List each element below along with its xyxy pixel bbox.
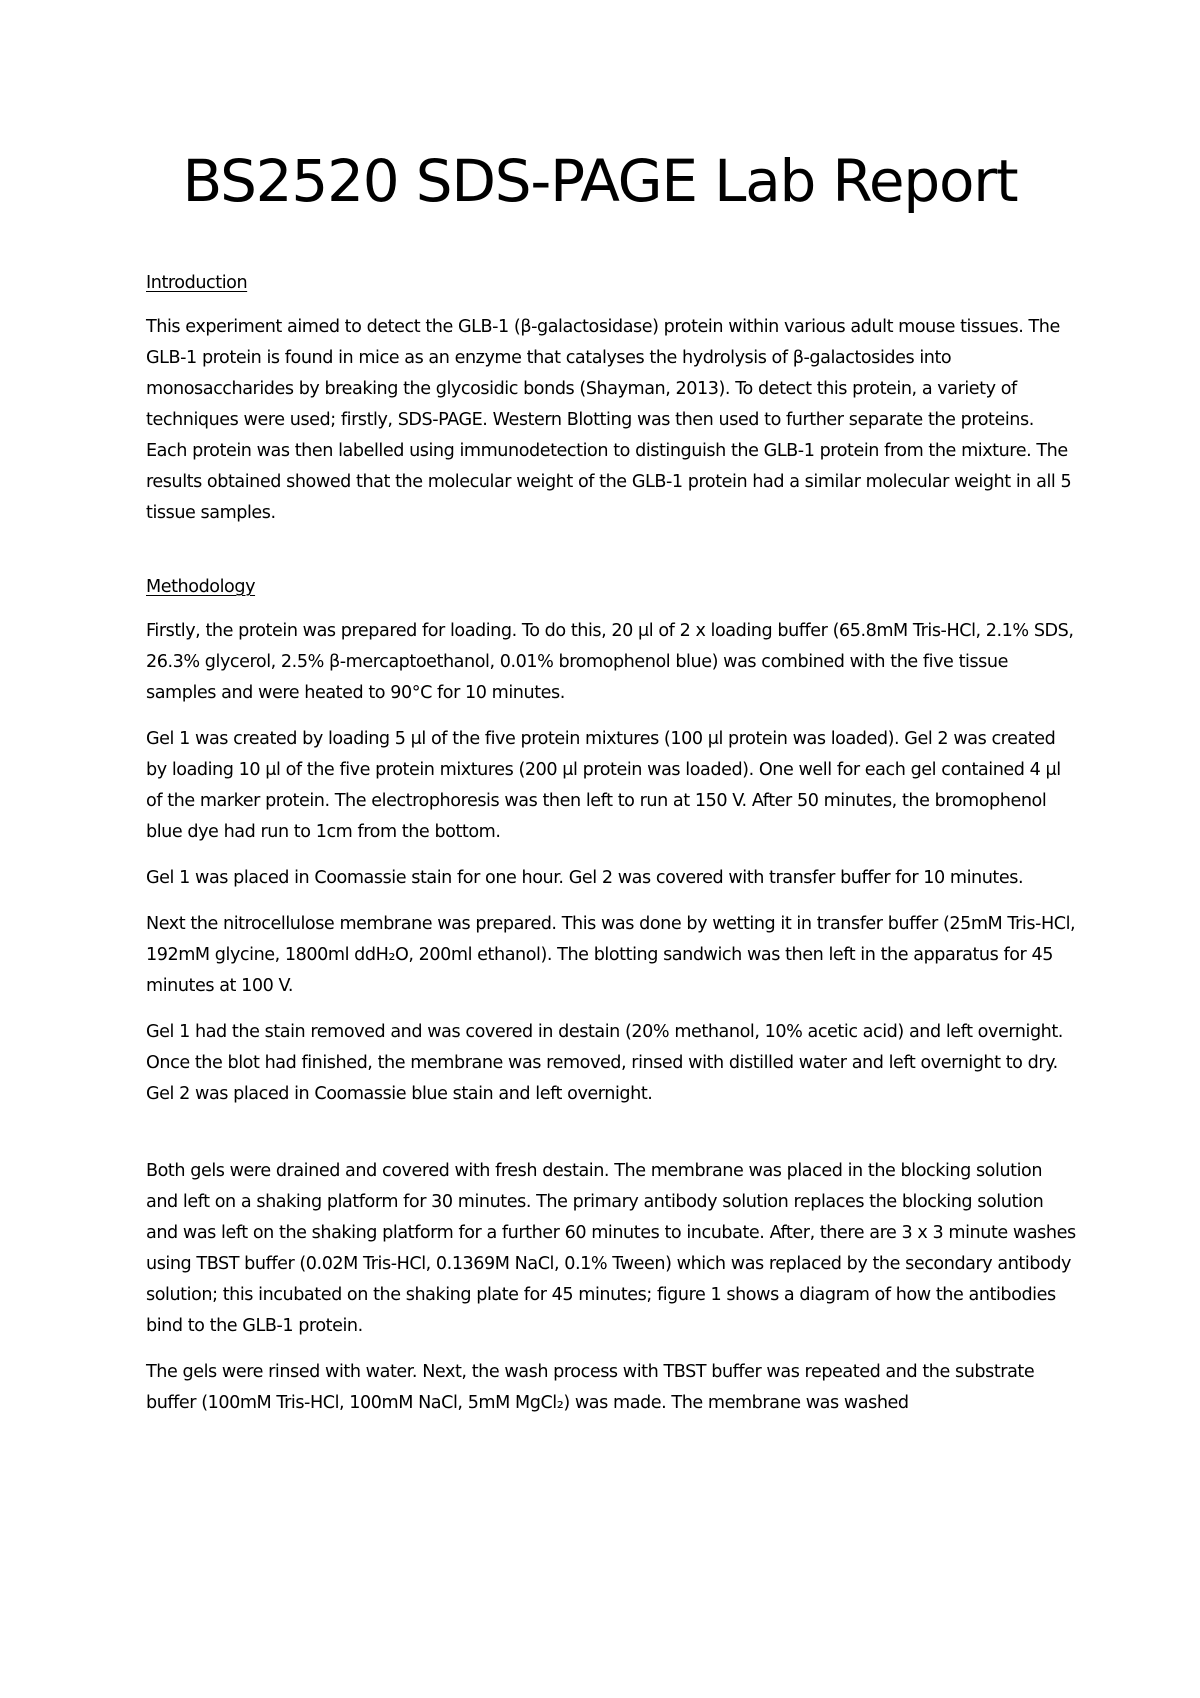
introduction-paragraph: This experiment aimed to detect the GLB-1 (β-galactosidase) protein within various adult mouse tissues. The GLB-1 protein is found in mice as an enzyme that catalyses the hydrolysis of β-galactosides into monosaccharides by breaking the glycosidic bonds (Shayman, 2013). To detect this protein, a variety of techniques were used; firstly, SDS-PAGE. Western Blotting was then used to further separate the proteins. Each protein was then labelled using immunodetection to distinguish the GLB-1 protein from the mixture. The results obtained showed that the molecular weight of the GLB-1 protein had a similar molecular weight in all 5 tissue samples. — [146, 317, 1072, 523]
methodology-paragraph-2: Gel 1 was created by loading 5 μl of the five protein mixtures (100 μl protein was loaded). Gel 2 was created by loading 10 μl of the five protein mixtures (200 μl protein was loaded). One well for each gel contained 4 μl of the marker protein. The electrophoresis was then left to run at 150 V. After 50 minutes, the bromophenol blue dye had run to 1cm from the bottom. — [146, 729, 1061, 842]
methodology-heading: Methodology — [146, 577, 256, 597]
document-body — [146, 268, 1076, 1434]
document-title: BS2520 SDS-PAGE Lab Report — [182, 147, 1018, 215]
methodology-paragraph-7: The gels were rinsed with water. Next, the wash process with TBST buffer was repeated and the substrate buffer (100mM Tris-HCl, 100mM NaCl, 5mM MgCl₂) was made. The membrane was washed — [146, 1362, 1035, 1413]
methodology-paragraph-1: Firstly, the protein was prepared for loading. To do this, 20 μl of 2 x loading buffer (65.8mM Tris-HCl, 2.1% SDS, 26.3% glycerol, 2.5% β-mercaptoethanol, 0.01% bromophenol blue) was combined with the five tissue samples and were heated to 90°C for 10 minutes. — [146, 621, 1074, 703]
methodology-paragraph-5: Gel 1 had the stain removed and was covered in destain (20% methanol, 10% acetic acid) and left overnight. Once the blot had finished, the membrane was removed, rinsed with distilled water and left overnight to dry. Gel 2 was placed in Coomassie blue stain and left overnight. — [146, 1022, 1063, 1104]
introduction-heading: Introduction — [146, 273, 248, 293]
methodology-paragraph-6: Both gels were drained and covered with fresh destain. The membrane was placed in the blocking solution and left on a shaking platform for 30 minutes. The primary antibody solution replaces the blocking solution and was left on the shaking platform for a further 60 minutes to incubate. After, there are 3 x 3 minute washes using TBST buffer (0.02M Tris-HCl, 0.1369M NaCl, 0.1% Tween) which was replaced by the secondary antibody solution; this incubated on the shaking plate for 45 minutes; figure 1 shows a diagram of how the antibodies bind to the GLB-1 protein. — [146, 1161, 1076, 1336]
methodology-paragraph-3: Gel 1 was placed in Coomassie stain for one hour. Gel 2 was covered with transfer buffer for 10 minutes. — [146, 868, 1024, 888]
methodology-paragraph-4: Next the nitrocellulose membrane was prepared. This was done by wetting it in transfer buffer (25mM Tris-HCl, 192mM glycine, 1800ml ddH₂O, 200ml ethanol). The blotting sandwich was then left in the apparatus for 45 minutes at 100 V. — [146, 914, 1076, 996]
